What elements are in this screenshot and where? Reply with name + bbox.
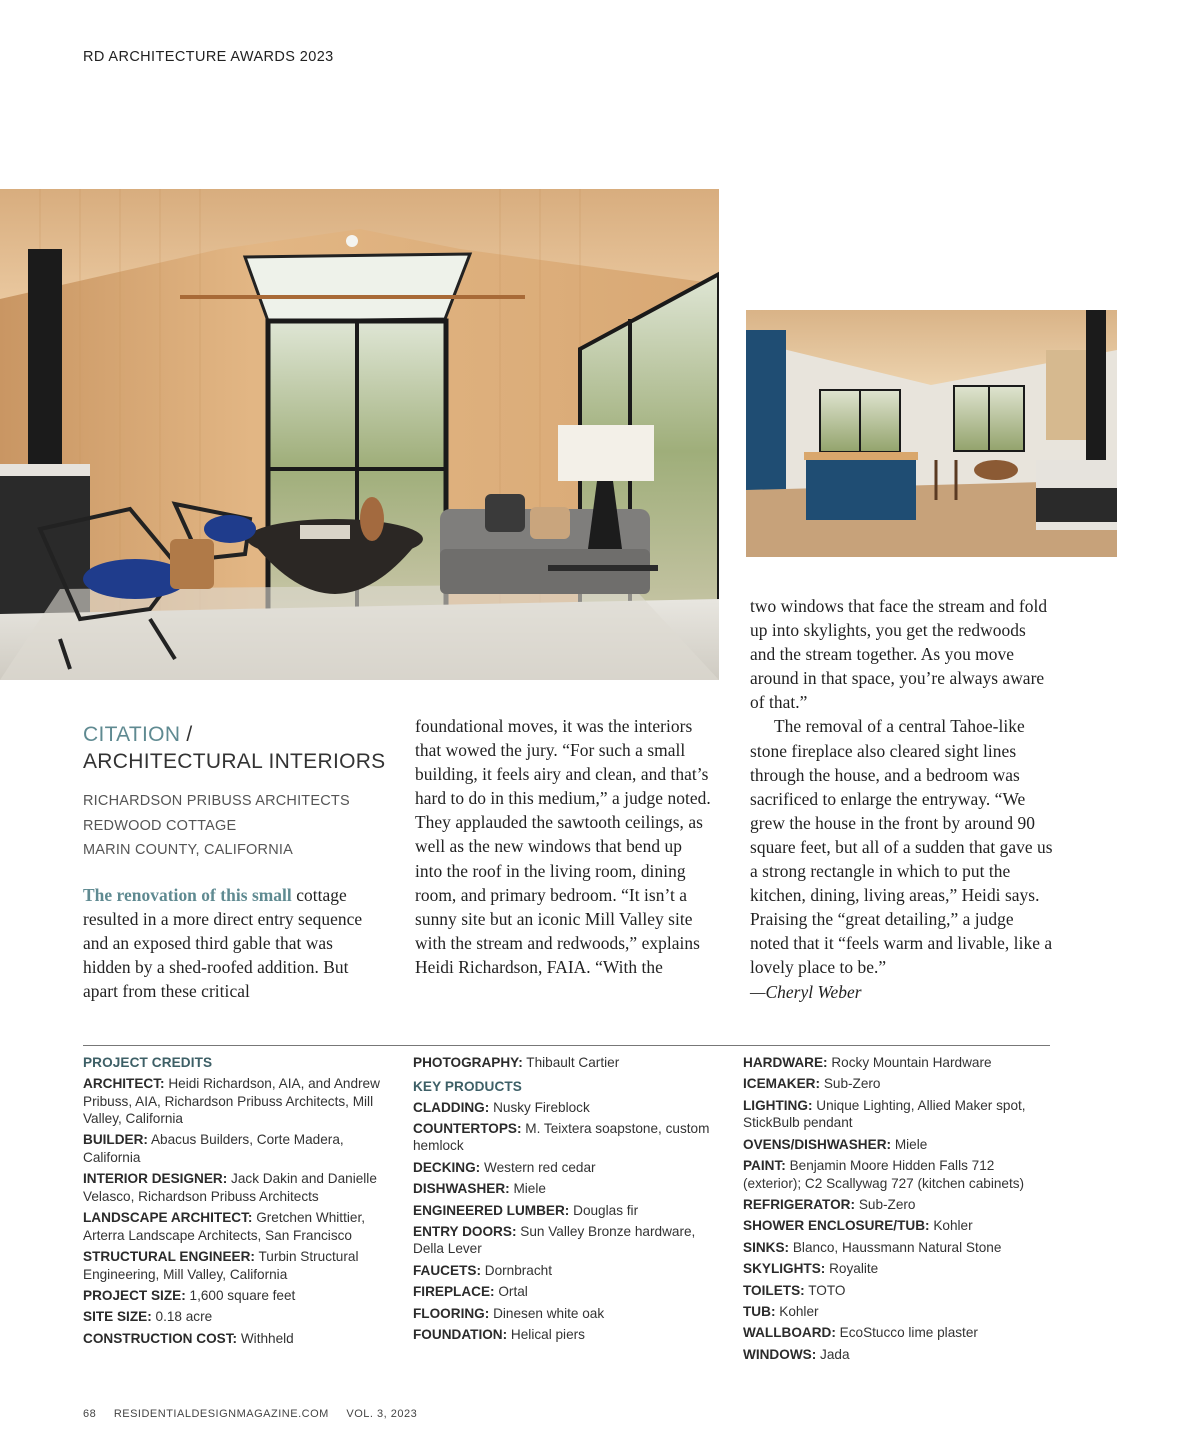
credit-value: TOTO [808,1282,846,1298]
credit-value: Kohler [779,1303,819,1319]
article-column-3 [750,594,1055,1004]
credit-key: SKYLIGHTS: [743,1261,826,1277]
credit-key: ENGINEERED LUMBER: [413,1202,570,1218]
credit-value: Miele [513,1181,546,1197]
firm-name: RICHARDSON PRIBUSS ARCHITECTS [83,793,350,809]
credit-value: Gretchen Whittier, Arterra Landscape Architects, San Francisco [83,1210,365,1243]
credit-entry [83,1075,398,1128]
credit-key: WINDOWS: [743,1346,817,1362]
credit-value: Heidi Richardson, AIA, and Andrew Pribuss, AIA, Richardson Pribuss Architects, Mill Valley, California [83,1076,380,1126]
credit-entry [743,1324,1053,1342]
credit-key: SITE SIZE: [83,1309,152,1325]
key-products-heading: KEY PRODUCTS [413,1078,522,1094]
credit-entry [83,1330,398,1348]
credit-value: Blanco, Haussmann Natural Stone [792,1239,1002,1255]
credit-key: FLOORING: [413,1305,490,1321]
credit-value: Douglas fir [573,1202,639,1218]
credit-entry [83,1308,398,1326]
article-text-2: foundational moves, it was the interiors that wowed the jury. “For such a small building, it feels airy and clean, and that’s hard to do in this medium,” a judge noted. They applauded the sawtooth ceilings, as well as the new windows that bend up into the roof in the living room, dining room, and primary bedroom. “It isn’t a sunny site but an iconic Mill Valley site with the stream and redwoods,” explains Heidi Richardson, FAIA. “With the [415,716,711,977]
credit-key: ARCHITECT: [83,1076,165,1091]
credit-key: PHOTOGRAPHY: [413,1055,523,1070]
credit-value: Royalite [829,1261,879,1277]
credit-key: BUILDER: [83,1132,148,1148]
credits-divider [83,1045,1050,1046]
credit-entry [743,1136,1053,1154]
credit-value: Western red cedar [484,1159,596,1175]
credit-key: OVENS/DISHWASHER: [743,1136,892,1152]
running-head: RD ARCHITECTURE AWARDS 2023 [83,49,334,65]
project-credits [83,1054,398,1351]
credit-entry [413,1180,718,1198]
credit-entry [83,1131,398,1166]
credit-key: ENTRY DOORS: [413,1223,517,1239]
credit-entry [743,1157,1053,1192]
credit-value: Sub-Zero [823,1076,881,1092]
credit-value: Dornbracht [484,1262,552,1278]
credit-entry [413,1223,718,1258]
credit-entry [743,1346,1053,1364]
page-footer [83,1408,431,1420]
photography-credit [413,1054,718,1072]
credit-key: DISHWASHER: [413,1181,510,1197]
living-room-photo [0,189,719,680]
credit-value: Jada [820,1346,850,1362]
credit-entry [413,1202,718,1220]
credit-entry [743,1097,1053,1132]
credit-key: HARDWARE: [743,1055,828,1070]
credit-entry [743,1196,1053,1214]
credit-key: FOUNDATION: [413,1327,508,1343]
credit-key: TUB: [743,1303,776,1319]
credit-key: CLADDING: [413,1099,490,1115]
credit-key: WALLBOARD: [743,1325,836,1341]
credit-entry [743,1054,1053,1072]
issue-label: VOL. 3, 2023 [346,1408,418,1420]
credit-value: Miele [894,1136,928,1152]
article-text-1: cottage resulted in a more direct entry sequence and an exposed third gable that was hidden by a shed-roofed addition. But apart from these critical [83,885,363,1002]
credit-value: Turbin Structural Engineering, Mill Valley, California [83,1249,359,1282]
credit-value: Unique Lighting, Allied Maker spot, StickBulb pendant [743,1097,1026,1131]
credit-value: Kohler [933,1218,973,1234]
credit-key: CONSTRUCTION COST: [83,1330,238,1346]
credit-key: STRUCTURAL ENGINEER: [83,1249,255,1265]
credit-value: EcoStucco lime plaster [839,1325,978,1341]
article-column-1 [83,883,383,1003]
credit-entry [413,1305,718,1323]
credit-key: LANDSCAPE ARCHITECT: [83,1210,253,1226]
project-meta [83,789,403,863]
credit-entry [743,1239,1053,1257]
credit-entry [413,1283,718,1301]
credit-key: FIREPLACE: [413,1284,495,1300]
credit-value: 1,600 square feet [189,1287,296,1303]
credit-entry [743,1217,1053,1235]
credit-key: SINKS: [743,1239,790,1255]
page-number: 68 [83,1408,97,1420]
category-label: CITATION [83,723,181,746]
credit-key: SHOWER ENCLOSURE/TUB: [743,1218,930,1234]
credit-key: LIGHTING: [743,1097,813,1113]
project-location: MARIN COUNTY, CALIFORNIA [83,842,293,858]
credit-entry [83,1287,398,1305]
article-byline: —Cheryl Weber [750,981,862,1002]
credit-entry [743,1303,1053,1321]
credit-key: INTERIOR DESIGNER: [83,1171,228,1187]
credit-entry [413,1262,718,1280]
credit-entry [83,1248,398,1283]
article-text-3b: The removal of a central Tahoe-like stone fireplace also cleared sight lines through the house, and a bedroom was sacrificed to enlarge the entryway. “We grew the house in the front by around 90 square feet, but all of a sudden that gave us a strong rectangle in which to put the kitchen, dining, living areas,” Heidi says. Praising the “great detailing,” a judge noted that it “feels warm and livable, like a lovely place to be.” [750,716,1053,978]
category-separator: / [186,723,193,746]
credit-value: Ortal [498,1284,528,1300]
credit-entry [83,1170,398,1205]
credit-key: PAINT: [743,1158,786,1174]
credit-entry [413,1120,718,1155]
credit-entry [83,1209,398,1244]
credit-value: Rocky Mountain Hardware [831,1055,992,1070]
project-name: REDWOOD COTTAGE [83,817,237,834]
credit-key: TOILETS: [743,1282,805,1298]
credit-key: COUNTERTOPS: [413,1120,522,1136]
credit-value: Withheld [240,1330,294,1346]
credit-value: Sub-Zero [858,1196,916,1212]
kitchen-photo [746,310,1117,557]
credit-key: DECKING: [413,1159,481,1175]
article-text-3a: two windows that face the stream and fold up into skylights, you get the redwoods and the stream together. As you move around in that space, you’re always aware of that.” [750,596,1048,713]
credit-value: 0.18 acre [155,1309,213,1325]
article-column-2 [415,714,713,979]
article-lead-in: The renovation of this small [83,885,292,905]
credit-value: M. Teixtera soapstone, custom hemlock [413,1120,710,1154]
credit-value: Abacus Builders, Corte Madera, California [83,1132,344,1165]
credit-entry [413,1159,718,1177]
key-products-b [743,1054,1053,1367]
credit-value: Helical piers [510,1327,585,1343]
credit-entry [743,1282,1053,1300]
credit-key: ICEMAKER: [743,1076,821,1092]
credit-key: PROJECT SIZE: [83,1287,186,1303]
category-title: ARCHITECTURAL INTERIORS [83,750,386,773]
credit-key: FAUCETS: [413,1262,481,1278]
credit-value: Jack Dakin and Danielle Velasco, Richardson Pribuss Architects [83,1171,377,1204]
credit-entry [413,1099,718,1117]
credit-value: Nusky Fireblock [493,1099,590,1115]
credit-value: Thibault Cartier [526,1055,620,1070]
key-products-a [413,1054,718,1347]
credit-entry [413,1326,718,1344]
credit-value: Benjamin Moore Hidden Falls 712 (exterior); C2 Scallywag 727 (kitchen cabinets) [743,1158,1025,1191]
credit-entry [743,1260,1053,1278]
credit-entry [743,1075,1053,1093]
credit-value: Dinesen white oak [493,1305,605,1321]
project-credits-heading: PROJECT CREDITS [83,1055,213,1070]
credit-value: Sun Valley Bronze hardware, Della Lever [413,1223,696,1257]
magazine-site: RESIDENTIALDESIGNMAGAZINE.COM [113,1408,329,1420]
credit-key: REFRIGERATOR: [743,1196,856,1212]
award-category [83,722,403,863]
